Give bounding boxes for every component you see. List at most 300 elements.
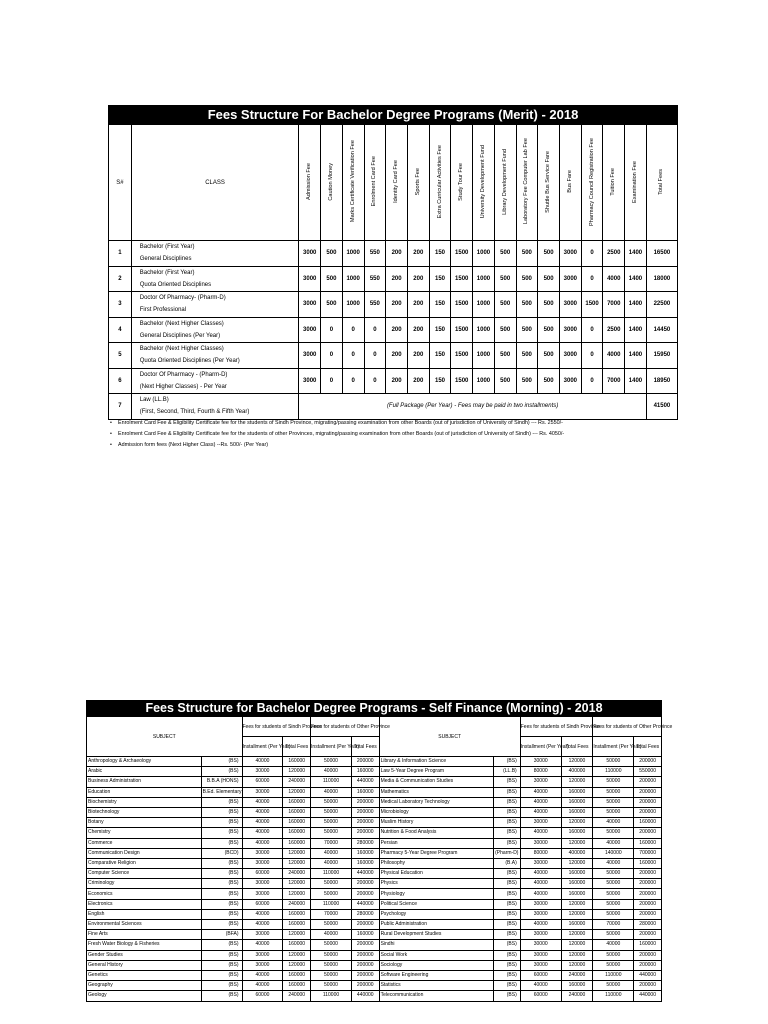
fee-cell: 16500 — [646, 241, 677, 267]
fee-cell: 30000 — [520, 899, 561, 909]
fee-cell: 200000 — [634, 828, 662, 838]
fee-column-header: Sports Fee — [407, 125, 429, 241]
fee-cell: 120000 — [283, 879, 311, 889]
fee-cell: 160000 — [634, 858, 662, 868]
fee-cell: 50000 — [311, 970, 352, 980]
table-row — [87, 818, 662, 828]
table-row — [109, 266, 678, 292]
subject-cell: Fresh Water Biology & Fisheries — [87, 940, 202, 950]
fee-cell: 1000 — [473, 368, 495, 394]
installment-header: Installment (Per Year) — [593, 737, 634, 757]
fee-cell: 200000 — [351, 807, 379, 817]
fee-cell: 40000 — [520, 787, 561, 797]
degree-cell: (BS) — [201, 991, 242, 1001]
fee-cell: 200 — [407, 343, 429, 369]
fee-cell: 40000 — [520, 828, 561, 838]
fee-cell: 0 — [321, 368, 343, 394]
subject-cell: Biotechnology — [87, 807, 202, 817]
fee-cell: 15950 — [646, 343, 677, 369]
subject-cell: Economics — [87, 889, 202, 899]
subject-cell: Rural Development Studies — [379, 930, 494, 940]
fee-cell: 70000 — [311, 838, 352, 848]
fee-cell: 200000 — [634, 899, 662, 909]
fee-cell: 30000 — [520, 950, 561, 960]
fee-cell: 200 — [386, 317, 408, 343]
fee-cell: 22500 — [646, 292, 677, 318]
fee-cell: 120000 — [283, 858, 311, 868]
fee-cell: 110000 — [311, 869, 352, 879]
fee-cell: 50000 — [593, 981, 634, 991]
fee-column-header: Identity Card Fee — [386, 125, 408, 241]
fee-cell: 110000 — [593, 767, 634, 777]
merit-notes — [110, 418, 710, 451]
fee-cell: 120000 — [561, 950, 593, 960]
table-row — [87, 940, 662, 950]
fee-cell: 200000 — [351, 981, 379, 991]
fee-cell: 50000 — [593, 757, 634, 767]
table-row — [87, 787, 662, 797]
degree-cell: (BS) — [201, 838, 242, 848]
degree-cell: (BS) — [494, 909, 521, 919]
fee-cell: 3000 — [559, 292, 581, 318]
subject-cell: Geography — [87, 981, 202, 991]
fee-cell: 200 — [386, 368, 408, 394]
degree-cell: (B.A) — [494, 858, 521, 868]
fee-cell: 0 — [581, 266, 603, 292]
subject-cell: English — [87, 909, 202, 919]
fee-cell: 440000 — [351, 899, 379, 909]
fee-cell: 50000 — [593, 787, 634, 797]
fee-cell: 1400 — [625, 317, 647, 343]
fee-cell: 200 — [407, 368, 429, 394]
fee-cell: 110000 — [593, 991, 634, 1001]
fee-cell: 160000 — [351, 930, 379, 940]
fee-cell: 160000 — [283, 828, 311, 838]
degree-cell: (BS) — [494, 981, 521, 991]
fee-cell: 7000 — [603, 368, 625, 394]
fee-cell: 110000 — [593, 970, 634, 980]
fee-cell: 40000 — [311, 787, 352, 797]
degree-cell: (BS) — [201, 858, 242, 868]
fee-cell: 160000 — [283, 757, 311, 767]
fee-cell: 200000 — [634, 950, 662, 960]
fee-cell: 14450 — [646, 317, 677, 343]
fee-cell: 50000 — [593, 950, 634, 960]
fee-cell: 140000 — [593, 848, 634, 858]
subject-cell: Arabic — [87, 767, 202, 777]
fee-cell: 80000 — [520, 848, 561, 858]
fee-cell: 160000 — [634, 940, 662, 950]
fee-cell: 120000 — [283, 960, 311, 970]
fee-cell: 50000 — [311, 940, 352, 950]
fee-cell: 3000 — [299, 368, 321, 394]
fee-cell: 2500 — [603, 317, 625, 343]
degree-cell: (BS) — [494, 787, 521, 797]
fee-cell: 40000 — [242, 838, 283, 848]
fee-cell: 500 — [516, 317, 538, 343]
subject-cell: Telecommunication — [379, 991, 494, 1001]
fee-cell: 200000 — [634, 909, 662, 919]
fee-cell: 150 — [429, 368, 451, 394]
fee-cell: 30000 — [520, 858, 561, 868]
degree-cell: (BS) — [494, 879, 521, 889]
fee-cell: 2500 — [603, 241, 625, 267]
fee-cell: 30000 — [520, 777, 561, 787]
fee-cell: 1500 — [451, 292, 473, 318]
fee-cell: 0 — [581, 317, 603, 343]
fee-cell: 160000 — [351, 848, 379, 858]
fee-cell: 500 — [516, 266, 538, 292]
fee-cell: 200000 — [634, 960, 662, 970]
subject-cell: Library & Information Science — [379, 757, 494, 767]
fee-cell: 30000 — [242, 879, 283, 889]
fee-cell: 240000 — [283, 991, 311, 1001]
self-finance-fee-table — [86, 700, 673, 1002]
fee-cell: 50000 — [311, 828, 352, 838]
subject-cell: Electronics — [87, 899, 202, 909]
subject-cell: Geology — [87, 991, 202, 1001]
fee-cell: 500 — [538, 241, 560, 267]
note-item: • Enrolment Card Fee & Eligibility Certificate fee for the students of Sindh Province, migrating/passing examination from other Boards (out of jurisdiction of University of Sindh) --- Rs. 2550/- — [110, 420, 563, 426]
fee-cell: 50000 — [311, 920, 352, 930]
class-header: CLASS — [131, 125, 299, 241]
fee-cell: 160000 — [283, 807, 311, 817]
other-header-left: Fees for students of Other Province — [311, 717, 380, 737]
subject-cell: Education — [87, 787, 202, 797]
table-row — [87, 889, 662, 899]
fee-column-header: Study Tour Fee — [451, 125, 473, 241]
fee-cell: 30000 — [242, 767, 283, 777]
fee-cell: 40000 — [520, 889, 561, 899]
sno-cell: 4 — [109, 317, 132, 343]
fee-cell: 200000 — [634, 981, 662, 991]
fee-cell: 40000 — [520, 879, 561, 889]
fee-cell: 700000 — [634, 848, 662, 858]
degree-cell: (BS) — [201, 960, 242, 970]
subject-cell: Statistics — [379, 981, 494, 991]
fee-cell: 1000 — [473, 241, 495, 267]
degree-cell: (BS) — [201, 767, 242, 777]
class-cell: Doctor Of Pharmacy - (Pharm-D) (Next Higher Classes) - Per Year — [131, 368, 299, 394]
fee-cell: 50000 — [311, 879, 352, 889]
subject-cell: Physical Education — [379, 869, 494, 879]
fee-cell: 160000 — [283, 838, 311, 848]
total-header: Total Fees — [283, 737, 311, 757]
fee-cell: 200 — [386, 241, 408, 267]
degree-cell: (BS) — [201, 970, 242, 980]
fee-cell: 120000 — [561, 930, 593, 940]
subject-header-right: SUBJECT — [379, 717, 520, 757]
fee-cell: 41500 — [646, 394, 677, 420]
subject-cell: Fine Arts — [87, 930, 202, 940]
fee-cell: 200000 — [351, 818, 379, 828]
fee-cell: 120000 — [561, 757, 593, 767]
sno-cell: 3 — [109, 292, 132, 318]
degree-cell: (BS) — [201, 797, 242, 807]
subject-cell: Sindhi — [379, 940, 494, 950]
table-row — [109, 292, 678, 318]
fee-cell: 1400 — [625, 241, 647, 267]
fee-cell: 30000 — [242, 960, 283, 970]
fee-cell: 150 — [429, 317, 451, 343]
fee-cell: 500 — [321, 292, 343, 318]
class-cell: Bachelor (First Year) General Disciplines — [131, 241, 299, 267]
fee-cell: 50000 — [593, 909, 634, 919]
fee-cell: 200000 — [634, 797, 662, 807]
fee-cell: 30000 — [242, 848, 283, 858]
fee-cell: 120000 — [561, 777, 593, 787]
fee-cell: 40000 — [242, 940, 283, 950]
fee-cell: 200000 — [351, 879, 379, 889]
fee-cell: 50000 — [311, 960, 352, 970]
fee-cell: 110000 — [311, 899, 352, 909]
fee-cell: 160000 — [351, 787, 379, 797]
self-finance-fee-grid — [86, 716, 673, 1002]
class-cell: Bachelor (First Year) Quota Oriented Disciplines — [131, 266, 299, 292]
fee-cell: 400000 — [561, 767, 593, 777]
fee-cell: 30000 — [520, 818, 561, 828]
table-row — [87, 848, 662, 858]
fee-cell: 1000 — [342, 266, 364, 292]
sno-cell: 5 — [109, 343, 132, 369]
degree-cell: B.B.A (HONS) — [201, 777, 242, 787]
class-cell: Law (LL.B) (First, Second, Third, Fourth & Fifth Year) — [131, 394, 299, 420]
fee-cell: 120000 — [283, 767, 311, 777]
subject-cell: Commerce — [87, 838, 202, 848]
fee-cell: 60000 — [242, 899, 283, 909]
total-header: Total Fees — [634, 737, 662, 757]
fee-cell: 120000 — [561, 818, 593, 828]
fee-cell: 3000 — [299, 317, 321, 343]
fee-cell: 160000 — [561, 807, 593, 817]
subject-cell: Software Engineering — [379, 970, 494, 980]
table-row — [109, 394, 678, 420]
sno-cell: 2 — [109, 266, 132, 292]
fee-cell: 500 — [494, 266, 516, 292]
table-row — [87, 909, 662, 919]
fee-cell: 200000 — [634, 869, 662, 879]
fee-column-header: Total Fees — [646, 125, 677, 241]
table-row — [109, 368, 678, 394]
fee-cell: 1500 — [451, 241, 473, 267]
fee-cell: 160000 — [634, 838, 662, 848]
fee-column-header: University Development Fund — [473, 125, 495, 241]
total-header: Total Fees — [351, 737, 379, 757]
fee-cell: 3000 — [559, 368, 581, 394]
fee-cell: 200 — [386, 266, 408, 292]
fee-cell: 160000 — [561, 920, 593, 930]
fee-cell: 50000 — [593, 797, 634, 807]
fee-cell: 3000 — [299, 266, 321, 292]
fee-cell: 30000 — [520, 838, 561, 848]
fee-cell: 200000 — [634, 930, 662, 940]
degree-cell: (Pharm-D) — [494, 848, 521, 858]
fee-cell: 30000 — [520, 909, 561, 919]
fee-column-header: Tuition Fee — [603, 125, 625, 241]
fee-cell: 1500 — [451, 368, 473, 394]
fee-cell: 160000 — [283, 797, 311, 807]
fee-cell: 160000 — [561, 828, 593, 838]
fee-cell: 50000 — [593, 889, 634, 899]
fee-cell: 500 — [516, 241, 538, 267]
fee-cell: 40000 — [593, 818, 634, 828]
fee-cell: 50000 — [593, 828, 634, 838]
degree-cell: (BS) — [201, 920, 242, 930]
fee-column-header: Caution Money — [321, 125, 343, 241]
fee-cell: 200000 — [634, 807, 662, 817]
degree-cell: (BS) — [201, 818, 242, 828]
fee-cell: 280000 — [634, 920, 662, 930]
table-row — [87, 981, 662, 991]
table-row — [87, 869, 662, 879]
fee-cell: 240000 — [283, 899, 311, 909]
fee-cell: 200000 — [351, 889, 379, 899]
fee-column-header: Laboratory Fee Computer Lab Fee — [516, 125, 538, 241]
fee-cell: 40000 — [593, 858, 634, 868]
installment-header: Installment (Per Year) — [520, 737, 561, 757]
fee-cell: 440000 — [351, 777, 379, 787]
fee-cell: 40000 — [242, 920, 283, 930]
installment-header: Installment (Per Year) — [311, 737, 352, 757]
fee-column-header: Enrolment Card Fee — [364, 125, 386, 241]
fee-cell: 500 — [516, 368, 538, 394]
subject-cell: Communication Design — [87, 848, 202, 858]
fee-cell: 80000 — [520, 767, 561, 777]
fee-cell: 200000 — [351, 757, 379, 767]
fee-cell: 160000 — [561, 787, 593, 797]
fee-cell: 280000 — [351, 909, 379, 919]
subject-cell: General History — [87, 960, 202, 970]
fee-cell: 30000 — [520, 930, 561, 940]
fee-cell: 40000 — [242, 807, 283, 817]
fee-cell: 1000 — [473, 343, 495, 369]
fee-cell: 440000 — [634, 991, 662, 1001]
fee-cell: 70000 — [311, 909, 352, 919]
fee-cell: 40000 — [311, 767, 352, 777]
fee-cell: 200000 — [351, 797, 379, 807]
subject-cell: Botany — [87, 818, 202, 828]
fee-cell: 240000 — [561, 991, 593, 1001]
fee-cell: 500 — [494, 292, 516, 318]
fee-cell: 60000 — [242, 777, 283, 787]
fee-cell: 160000 — [283, 920, 311, 930]
sindh-header-left: Fees for students of Sindh Province — [242, 717, 311, 737]
fee-cell: 1000 — [342, 241, 364, 267]
fee-cell: 0 — [321, 317, 343, 343]
subject-cell: Anthropology & Archaeology — [87, 757, 202, 767]
fee-cell: 3000 — [559, 317, 581, 343]
degree-cell: (BS) — [201, 828, 242, 838]
fee-cell: 200 — [407, 266, 429, 292]
fee-cell: 120000 — [561, 899, 593, 909]
fee-cell: 120000 — [283, 889, 311, 899]
degree-cell: (BS) — [494, 930, 521, 940]
fee-cell: 30000 — [520, 940, 561, 950]
fee-cell: 200000 — [634, 889, 662, 899]
sno-header: S# — [109, 125, 132, 241]
subject-cell: Gender Studies — [87, 950, 202, 960]
table-row — [87, 899, 662, 909]
fee-cell: 3000 — [299, 343, 321, 369]
fee-cell: 200 — [386, 292, 408, 318]
fee-cell: 500 — [321, 241, 343, 267]
fee-cell: 500 — [538, 266, 560, 292]
merit-fee-table — [108, 105, 678, 420]
fee-cell: 50000 — [311, 797, 352, 807]
note-item: • Admission form fees (Next Higher Class) --Rs. 500/- (Per Year) — [110, 442, 269, 448]
subject-cell: Physiology — [379, 889, 494, 899]
fee-cell: 200000 — [634, 787, 662, 797]
package-note-cell: (Full Package (Per Year) - Fees may be paid in two installments) — [299, 394, 647, 420]
fee-cell: 1500 — [581, 292, 603, 318]
fee-cell: 1400 — [625, 292, 647, 318]
table-row — [87, 838, 662, 848]
class-cell: Bachelor (Next Higher Classes) Quota Oriented Disciplines (Per Year) — [131, 343, 299, 369]
fee-cell: 200 — [386, 343, 408, 369]
subject-cell: Computer Science — [87, 869, 202, 879]
table-row — [87, 930, 662, 940]
subject-cell: Genetics — [87, 970, 202, 980]
fee-cell: 120000 — [283, 787, 311, 797]
fee-column-header: Pharmacy Council Registration Fee — [581, 125, 603, 241]
fee-cell: 1500 — [451, 317, 473, 343]
table-row — [87, 828, 662, 838]
fee-cell: 440000 — [351, 869, 379, 879]
fee-cell: 18000 — [646, 266, 677, 292]
subject-cell: Physics — [379, 879, 494, 889]
fee-cell: 500 — [516, 292, 538, 318]
fee-cell: 60000 — [520, 991, 561, 1001]
fee-cell: 160000 — [283, 981, 311, 991]
fee-cell: 240000 — [283, 869, 311, 879]
fee-cell: 200000 — [351, 920, 379, 930]
degree-cell: (BS) — [494, 869, 521, 879]
table-row — [109, 343, 678, 369]
fee-cell: 40000 — [242, 757, 283, 767]
fee-cell: 500 — [538, 292, 560, 318]
fee-cell: 1000 — [473, 292, 495, 318]
fee-cell: 40000 — [593, 940, 634, 950]
table-row — [87, 807, 662, 817]
class-cell: Doctor Of Pharmacy- (Pharm-D) First Professional — [131, 292, 299, 318]
fee-cell: 500 — [494, 241, 516, 267]
subject-cell: Comparative Religion — [87, 858, 202, 868]
fee-cell: 120000 — [561, 960, 593, 970]
fee-cell: 60000 — [520, 970, 561, 980]
fee-cell: 150 — [429, 343, 451, 369]
subject-cell: Muslim History — [379, 818, 494, 828]
fee-cell: 150 — [429, 292, 451, 318]
fee-cell: 120000 — [283, 848, 311, 858]
other-header-right: Fees for students of Other Province — [593, 717, 662, 737]
degree-cell: (BS) — [201, 869, 242, 879]
subject-cell: Mathematics — [379, 787, 494, 797]
subject-cell: Persian — [379, 838, 494, 848]
fee-cell: 7000 — [603, 292, 625, 318]
fee-cell: 120000 — [283, 950, 311, 960]
fee-column-header: Marks Certificate Verification Fee — [342, 125, 364, 241]
fee-cell: 30000 — [242, 950, 283, 960]
subject-cell: Microbiology — [379, 807, 494, 817]
degree-cell: (BS) — [494, 797, 521, 807]
sno-cell: 7 — [109, 394, 132, 420]
fee-cell: 30000 — [242, 930, 283, 940]
fee-cell: 160000 — [561, 889, 593, 899]
sno-cell: 6 — [109, 368, 132, 394]
fee-cell: 40000 — [242, 981, 283, 991]
fee-cell: 50000 — [311, 889, 352, 899]
subject-cell: Psychology — [379, 909, 494, 919]
